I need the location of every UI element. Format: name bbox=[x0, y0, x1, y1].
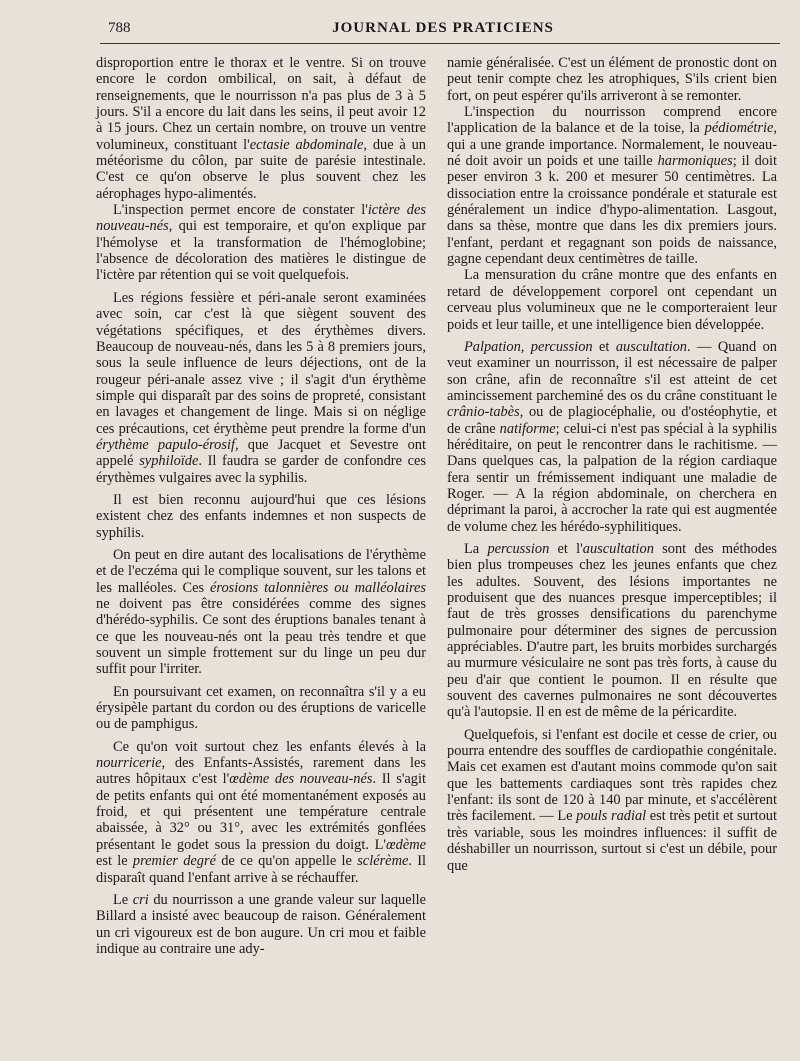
paragraph: La percussion et l'auscultation sont des méthodes bien plus trompeuses chez les jeunes enfants que chez les adultes. Souvent, des lésions importantes ne produisent que des nuances presque imperceptibles; il faut de très grosses densifications du parenchyme pulmonaire pour déterminer des signes de percussion appréciables. D'autre part, les bruits morbides surchargés au murmure vésiculaire ne sont pas très forts, à cause du peu d'air que contient le poumon. Il en résulte que souvent des cavernes pulmonaires ne sont découvertes qu'à l'autopsie. Il en est de même de la péricardite. bbox=[447, 540, 777, 721]
paragraph: Les régions fessière et péri-anale seront examinées avec soin, car c'est là que siègent souvent des végétations spécifiques, et des érythèmes divers. Beaucoup de nouveau-nés, dans les 5 à 8 premiers jours, sous la seule influence de leurs déjections, ont de la rougeur péri-anale assez vive ; il s'agit d'un érythème simple qui disparaît par des soins de propreté, consistant en lavages et changement de linge. Mais si on néglige ces précautions, cet érythème peut prendre la forme d'un érythème papulo-érosif, que Jacquet et Sevestre ont appelé syphiloïde. Il faudra se garder de confondre ces érythèmes vulgaires avec la syphilis. bbox=[96, 289, 426, 486]
paragraph: Il est bien reconnu aujourd'hui que ces lésions existent chez des enfants indemnes et non suspects de syphilis. bbox=[96, 491, 426, 541]
left-column bbox=[96, 55, 426, 957]
paragraph: Quelquefois, si l'enfant est docile et cesse de crier, ou pourra entendre des souffles de cardiopathie congénitale. Mais cet examen est d'autant moins commode qu'on sait que les battements cardiaques sont très rapides chez l'enfant: ils sont de 120 à 140 par minute, et s'accélèrent très facilement. — Le pouls radial est très petit et surtout très variable, sous les moindres influences: il suffit de déshabiller un nourrisson, surtout si c'est un débile, pour que bbox=[447, 726, 777, 874]
page-number: 788 bbox=[108, 20, 131, 36]
paragraph: En poursuivant cet examen, on reconnaîtra s'il y a eu érysipèle partant du cordon ou des éruptions de varicelle ou de pamphigus. bbox=[96, 683, 426, 733]
header-rule bbox=[100, 43, 780, 44]
paragraph: La mensuration du crâne montre que des enfants en retard de développement corporel ont cependant un cerveau plus volumineux que ne le comporteraient leur poids et leur taille, et une intelligence bien développée. bbox=[447, 267, 777, 333]
paragraph: disproportion entre le thorax et le ventre. Si on trouve encore le cordon ombilical, on sait, à défaut de renseignements, que le nourrisson n'a pas plus de 3 à 5 jours. S'il a encore du lait dans les seins, il peut avoir 12 à 15 jours. Chez un certain nombre, on trouve un ventre volumineux, constituant l'ectasie abdominale, due à un météorisme du côlon, par suite de parésie intestinale. C'est ce qu'on observe le plus souvent chez les aérophages hypo-alimentés. bbox=[96, 55, 426, 202]
paragraph: L'inspection permet encore de constater l'ictère des nouveau-nés, qui est temporaire, et qu'on explique par l'hémolyse et la transformation de l'hémoglobine; l'absence de décoloration des matières le distingue de l'ictère par rétention qui se voit quelquefois. bbox=[96, 202, 426, 284]
paragraph: Palpation, percussion et auscultation. — Quand on veut examiner un nourrisson, il est nécessaire de palper son crâne, afin de reconnaître s'il est atteint de cet amincissement parcheminé des os du crâne constituant le crânio-tabès, ou de plagiocéphalie, ou d'ostéophytie, et de crâne natiforme; celui-ci n'est pas spécial à la syphilis héréditaire, on peut le rencontrer dans le rachitisme. — Dans quelques cas, la palpation de la région cardiaque fera sentir un frémissement indiquant une maladie de Roger. — A la région abdominale, on cherchera en déprimant la paroi, à accrocher la rate qui est augmentée de volume chez les hérédo-syphilitiques. bbox=[447, 338, 777, 535]
paragraph: Ce qu'on voit surtout chez les enfants élevés à la nourricerie, des Enfants-Assistés, rarement dans les autres hôpitaux c'est l'œdème des nouveau-nés. Il s'agit de petits enfants qui ont été momentanément exposés au froid, et qui présentent une température centrale abaissée, à 32° ou 31°, avec les extrémités gonflées présentant le godet sous la pression du doigt. L'œdème est le premier degré de ce qu'on appelle le sclérème. Il disparaît quand l'enfant arrive à se réchauffer. bbox=[96, 738, 426, 886]
right-column bbox=[447, 55, 777, 874]
paragraph: On peut en dire autant des localisations de l'érythème et de l'eczéma qui le complique souvent, sur les talons et les malléoles. Ces érosions talonnières ou malléolaires ne doivent pas être considérées comme des signes d'hérédo-syphilis. Ce sont des éruptions banales tenant à ce que les nouveau-nés ont la peau très tendre et que souvent un simple frottement sur du linge un peu dur suffit pour l'irriter. bbox=[96, 546, 426, 678]
paragraph: namie généralisée. C'est un élément de pronostic dont on peut tenir compte chez les atrophiques, S'ils crient bien fort, on peut espérer qu'ils arriveront à se remonter. bbox=[447, 55, 777, 104]
page-header bbox=[108, 18, 778, 44]
paragraph: L'inspection du nourrisson comprend encore l'application de la balance et de la toise, la pédiométrie, qui a une grande importance. Normalement, le nouveau-né doit avoir un poids et une taille harmoniques; il doit peser environ 3 k. 200 et mesurer 50 centimètres. La dissociation entre la croissance pondérale et staturale est généralement un indice d'hypo-alimentation. Lasgout, dans sa thèse, montre que dans les dix premiers jours. l'enfant, perdant et regagnant son poids de naissance, gagne cependant deux centimètres de taille. bbox=[447, 104, 777, 268]
running-title: JOURNAL DES PRATICIENS bbox=[332, 20, 554, 36]
paragraph: Le cri du nourrisson a une grande valeur sur laquelle Billard a insisté avec beaucoup de raison. Généralement un cri vigoureux est de bon augure. Un cri mou et faible indique au contraire une ady- bbox=[96, 891, 426, 957]
